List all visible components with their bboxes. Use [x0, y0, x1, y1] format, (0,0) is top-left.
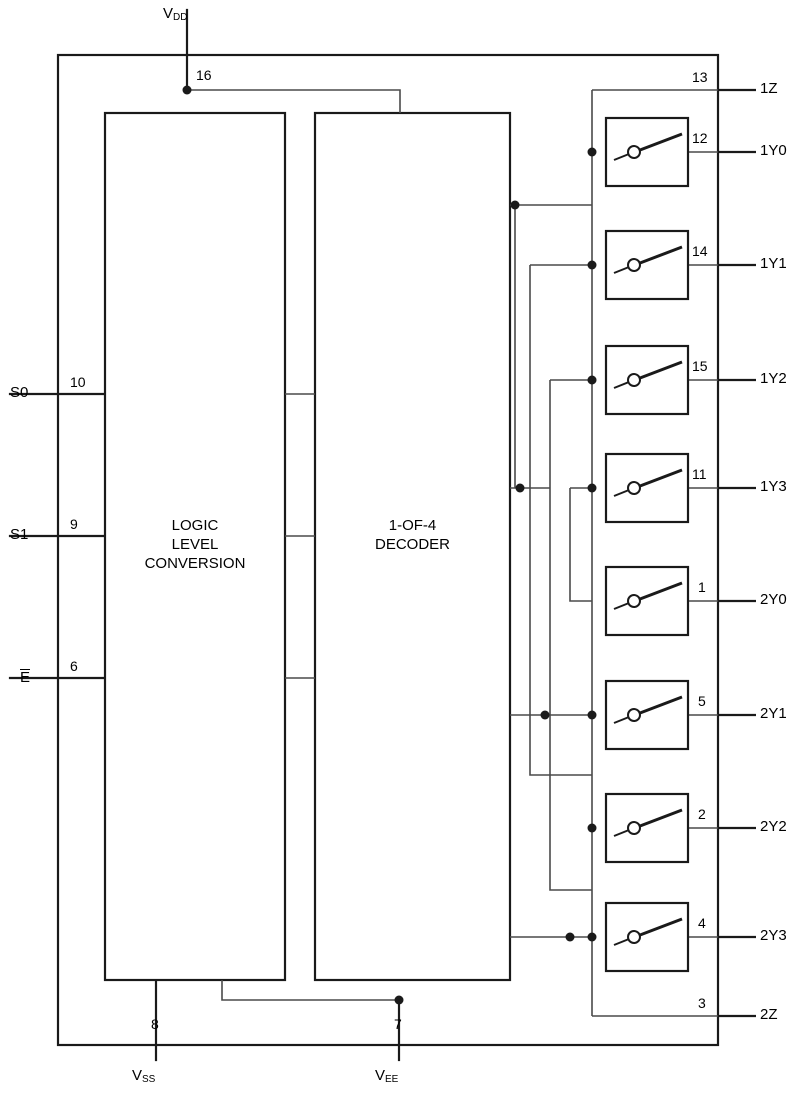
dec-line-1: 1-OF-4: [388, 517, 437, 534]
pin-number-1y3: 11: [692, 466, 707, 482]
llc-line-3: CONVERSION: [144, 555, 246, 572]
switch-1y2: [588, 346, 689, 414]
input-label-s0: S0: [10, 384, 29, 401]
wire-tap-1y1: [530, 265, 592, 775]
pin-number-e: 6: [70, 658, 78, 674]
wire-vdd-rail: [187, 90, 400, 113]
pin-number-vee: 7: [394, 1016, 402, 1032]
output-label-1y0: 1Y0: [760, 142, 787, 159]
supply-label-vss: $V_{SS}$: [132, 1067, 156, 1085]
pin-number-1y2: 15: [692, 358, 708, 374]
pin-number-1z: 13: [692, 69, 708, 85]
output-label-2y1: 2Y1: [760, 705, 787, 722]
switch-1y3: [588, 454, 689, 522]
switch-2y2: [588, 794, 689, 862]
pin-number-s1: 9: [70, 516, 78, 532]
block-label-one-of-four-decoder: [315, 516, 510, 554]
pin-number-vdd: 16: [196, 67, 212, 83]
switch-1y0: [588, 118, 689, 186]
pin-number-1y1: 14: [692, 243, 708, 259]
pin-number-2y1: 5: [698, 693, 706, 709]
output-label-2y2: 2Y2: [760, 818, 787, 835]
pin-number-2z: 3: [698, 995, 706, 1011]
output-label-1y1: 1Y1: [760, 255, 787, 272]
pin-number-vss: 8: [151, 1016, 159, 1032]
input-label-s1: S1: [10, 526, 29, 543]
supply-label-vdd: $V_{DD}$: [163, 5, 188, 23]
output-label-2z: 2Z: [760, 1006, 778, 1023]
wire-vee-rail: [222, 980, 399, 1000]
pin-number-2y0: 1: [698, 579, 706, 595]
pin-number-1y0: 12: [692, 130, 708, 146]
pin-number-2y2: 2: [698, 806, 706, 822]
switch-2y3: [588, 903, 689, 971]
output-label-1y2: 1Y2: [760, 370, 787, 387]
dec-line-2: DECODER: [374, 536, 450, 553]
block-label-logic-level-conversion: [105, 516, 285, 573]
wire-tap-1y2: [550, 380, 592, 890]
output-label-1z: 1Z: [760, 80, 778, 97]
switch-group: [588, 118, 689, 971]
output-label-2y0: 2Y0: [760, 591, 787, 608]
wire-tap-1y3: [570, 488, 592, 601]
output-label-1y3: 1Y3: [760, 478, 787, 495]
input-label-e-text: E: [20, 669, 31, 686]
switch-1y1: [588, 231, 689, 299]
pin-number-2y3: 4: [698, 915, 706, 931]
llc-line-1: LOGIC: [171, 517, 219, 534]
output-label-2y3: 2Y3: [760, 927, 787, 944]
switch-2y0: [606, 567, 688, 635]
llc-line-2: LEVEL: [171, 536, 219, 553]
input-label-e: [20, 669, 30, 686]
supply-label-vee: $V_{EE}$: [375, 1067, 399, 1085]
pin-number-s0: 10: [70, 374, 86, 390]
switch-2y1: [588, 681, 689, 749]
